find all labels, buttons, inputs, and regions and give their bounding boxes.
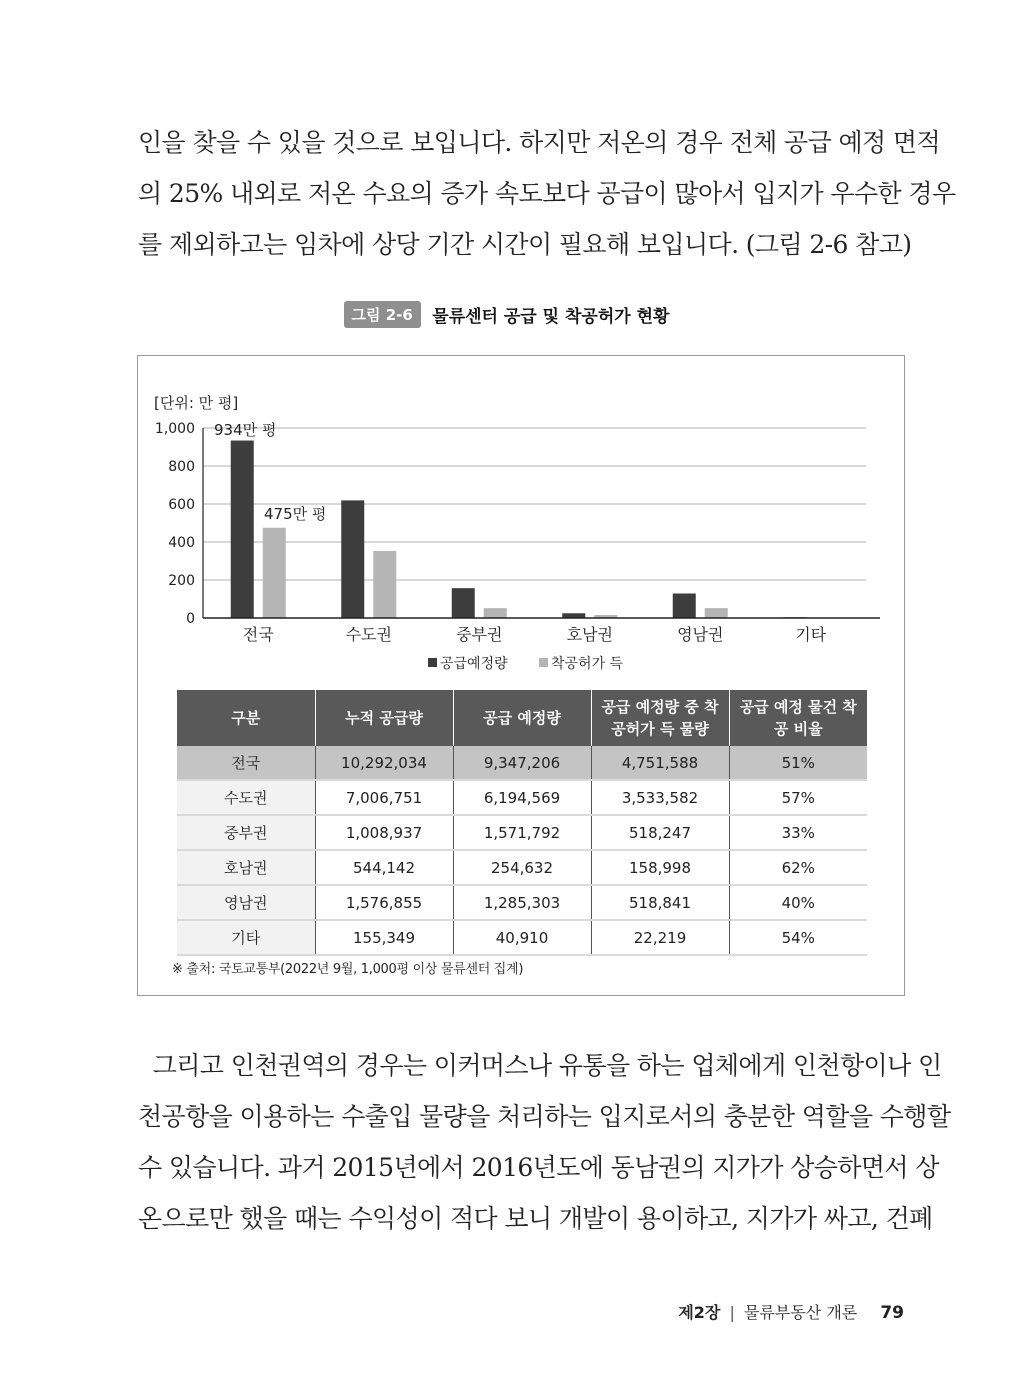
source-note: ※ 출처: 국토교통부(2022년 9월, 1,000평 이상 물류센터 집계) xyxy=(172,962,524,977)
y-tick-label: 400 xyxy=(168,535,195,551)
paragraph-line: 의 25% 내외로 저온 수요의 증가 속도보다 공급이 많아서 입지가 우수한 경우 xyxy=(138,179,956,208)
table-header-cell: 공급 예정량 xyxy=(453,690,591,746)
page-number: 79 xyxy=(880,1303,904,1323)
paragraph-line: 온으로만 했을 때는 수익성이 적다 보니 개발이 용이하고, 지가가 싸고, 건폐 xyxy=(138,1204,933,1233)
table-header-cell: 공급 예정량 중 착공허가 득 물량 xyxy=(591,690,729,746)
y-tick-label: 0 xyxy=(186,611,195,627)
table-cell: 518,247 xyxy=(591,815,729,850)
table-cell: 4,751,588 xyxy=(591,746,729,780)
bar-permit xyxy=(263,528,286,618)
table-row xyxy=(177,850,867,885)
table-cell: 3,533,582 xyxy=(591,780,729,815)
bar-annotation-475: 475만 평 xyxy=(264,505,327,523)
bar-supply xyxy=(562,613,585,618)
footer-separator: | xyxy=(729,1303,735,1322)
x-tick-label: 기타 xyxy=(795,625,827,644)
figure-title: 물류센터 공급 및 착공허가 현황 xyxy=(432,307,670,327)
table-cell: 62% xyxy=(729,850,867,885)
table-row xyxy=(177,815,867,850)
table-header-cell: 공급 예정 물건 착공 비율 xyxy=(729,690,867,746)
table-cell: 1,576,855 xyxy=(315,885,453,920)
table-cell: 51% xyxy=(729,746,867,780)
table-cell: 7,006,751 xyxy=(315,780,453,815)
table-header-row xyxy=(177,690,867,746)
bar-permit xyxy=(484,608,507,618)
table-cell-region: 영남권 xyxy=(177,885,315,920)
x-tick-label: 중부권 xyxy=(456,625,503,644)
table-cell: 1,285,303 xyxy=(453,885,591,920)
bar-supply xyxy=(673,593,696,618)
body-paragraph-1 xyxy=(138,117,956,270)
paragraph-line: 그리고 인천권역의 경우는 이커머스나 유통을 하는 업체에게 인천항이나 인 xyxy=(138,1051,942,1080)
bar-annotation-934: 934만 평 xyxy=(214,421,277,439)
table-header-cell: 구분 xyxy=(177,690,315,746)
table-cell: 518,841 xyxy=(591,885,729,920)
table-cell-region: 중부권 xyxy=(177,815,315,850)
table-row xyxy=(177,746,867,780)
figure-tag: 그림 2-6 xyxy=(344,301,421,328)
table-row xyxy=(177,920,867,955)
supply-table xyxy=(177,690,867,956)
table-cell: 6,194,569 xyxy=(453,780,591,815)
y-tick-label: 1,000 xyxy=(154,421,195,437)
figure-caption xyxy=(0,301,1013,328)
table-cell: 1,571,792 xyxy=(453,815,591,850)
footer-chapter-title: 물류부동산 개론 xyxy=(743,1303,858,1322)
table-cell: 40,910 xyxy=(453,920,591,955)
figure-box xyxy=(137,355,905,996)
x-tick-label: 영남권 xyxy=(677,625,724,644)
paragraph-line: 천공항을 이용하는 수출입 물량을 처리하는 입지로서의 충분한 역할을 수행할 xyxy=(138,1102,951,1131)
table-cell: 1,008,937 xyxy=(315,815,453,850)
table-row xyxy=(177,885,867,920)
chart-legend xyxy=(428,655,624,672)
table-cell: 54% xyxy=(729,920,867,955)
chart-bars xyxy=(231,441,839,619)
legend-label-supply: 공급예정량 xyxy=(440,656,508,672)
y-tick-label: 200 xyxy=(168,573,195,589)
page-footer xyxy=(678,1300,904,1323)
y-tick-label: 600 xyxy=(168,497,195,513)
table-row xyxy=(177,780,867,815)
bar-supply xyxy=(231,441,254,618)
x-axis-labels xyxy=(243,625,827,644)
table-cell-region: 전국 xyxy=(177,746,315,780)
bar-supply xyxy=(341,500,364,618)
paragraph-line: 인을 찾을 수 있을 것으로 보입니다. 하지만 저온의 경우 전체 공급 예정 면적 xyxy=(138,128,941,157)
chart-unit-label: [단위: 만 평] xyxy=(154,394,239,412)
table-cell: 57% xyxy=(729,780,867,815)
table-cell: 22,219 xyxy=(591,920,729,955)
legend-label-permit: 착공허가 득 xyxy=(551,656,624,672)
legend-swatch-supply xyxy=(428,658,437,667)
bar-chart xyxy=(138,356,906,686)
y-axis-ticks xyxy=(155,421,195,627)
y-tick-label: 800 xyxy=(168,459,195,475)
table-cell: 33% xyxy=(729,815,867,850)
table-cell: 544,142 xyxy=(315,850,453,885)
bar-permit xyxy=(705,608,728,618)
bar-permit xyxy=(373,551,396,618)
paragraph-line: 를 제외하고는 임차에 상당 기간 시간이 필요해 보입니다. (그림 2-6 참고) xyxy=(138,230,912,259)
table-cell-region: 수도권 xyxy=(177,780,315,815)
table-cell: 155,349 xyxy=(315,920,453,955)
table-cell-region: 호남권 xyxy=(177,850,315,885)
chart-grid xyxy=(203,428,866,580)
paragraph-line: 수 있습니다. 과거 2015년에서 2016년도에 동남권의 지가가 상승하면서 상 xyxy=(138,1153,939,1182)
footer-chapter: 제2장 xyxy=(678,1303,721,1322)
bar-supply xyxy=(452,588,475,618)
x-tick-label: 전국 xyxy=(242,625,274,644)
table-header-cell: 누적 공급량 xyxy=(315,690,453,746)
legend-swatch-permit xyxy=(539,658,548,667)
body-paragraph-2 xyxy=(138,1040,951,1244)
table-cell: 10,292,034 xyxy=(315,746,453,780)
table-cell: 40% xyxy=(729,885,867,920)
x-tick-label: 수도권 xyxy=(345,625,392,644)
table-cell: 254,632 xyxy=(453,850,591,885)
x-tick-label: 호남권 xyxy=(566,625,613,644)
table-cell: 158,998 xyxy=(591,850,729,885)
table-cell-region: 기타 xyxy=(177,920,315,955)
table-cell: 9,347,206 xyxy=(453,746,591,780)
